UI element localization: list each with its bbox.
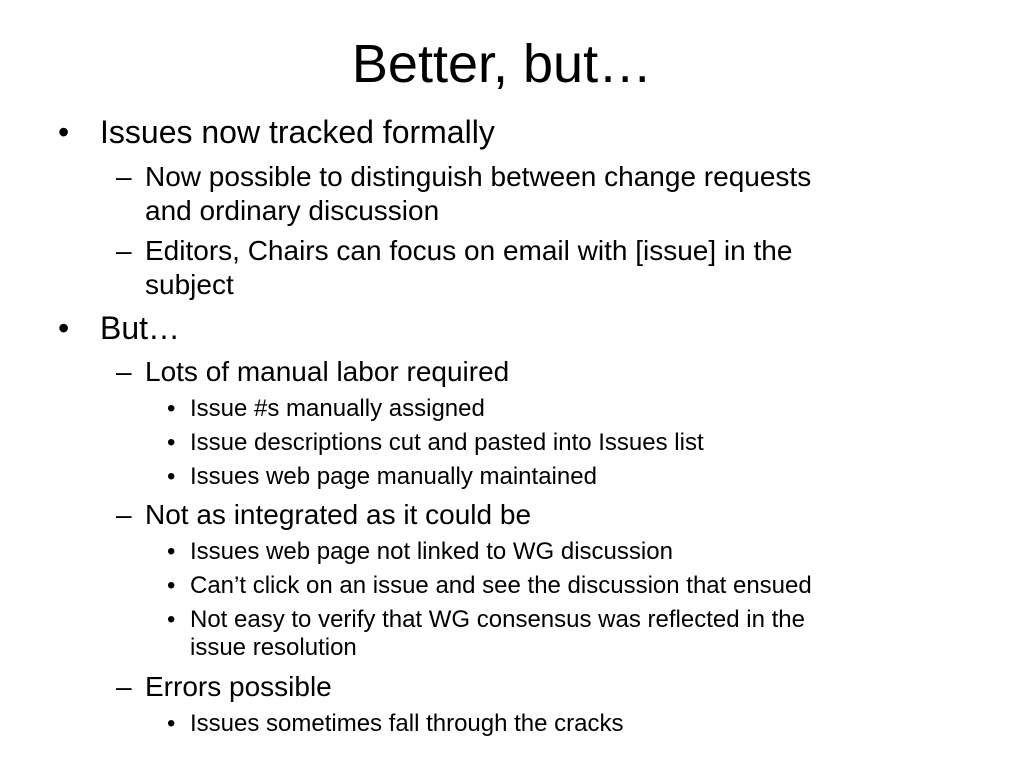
subsub-cant-click [167,572,812,600]
dash-marker: – [116,235,132,266]
dash-marker: – [116,161,132,192]
subbullet-text-line2: subject [145,269,234,300]
subbullet-text-line1: Editors, Chairs can focus on email with [issue] in the [145,235,793,266]
subbullet-manual-labor [116,355,509,389]
bullet-but [58,310,180,346]
bullet-marker: • [58,310,70,346]
bullet-marker: • [167,572,176,599]
subsub-web-page-maintained [167,463,597,491]
subbullet-errors-possible [116,670,332,704]
bullet-marker: • [167,463,176,490]
dash-marker: – [116,356,132,387]
subsub-text: Issue descriptions cut and pasted into Issues list [190,429,704,456]
subbullet-distinguish [116,160,811,228]
bullet-issues-tracked [58,114,495,150]
slide-title: Better, but… [351,34,653,94]
bullet-marker: • [167,710,176,737]
bullet-marker: • [167,395,176,422]
subsub-text-line1: Not easy to verify that WG consensus was reflected in the [190,606,805,633]
subsub-text-line2: issue resolution [190,634,357,661]
subsub-fall-through-cracks [167,710,624,738]
subsub-not-linked [167,538,673,566]
subsub-descriptions [167,429,704,457]
subsub-issue-numbers [167,395,485,423]
bullet-marker: • [167,538,176,565]
dash-marker: – [116,671,132,702]
subsub-text: Issue #s manually assigned [190,395,485,422]
subbullet-editors-chairs [116,234,792,302]
subbullet-not-integrated [116,498,531,532]
bullet-text: Issues now tracked formally [100,114,495,150]
subsub-text: Issues web page manually maintained [190,463,597,490]
subbullet-text: Errors possible [145,671,332,702]
subbullet-text: Lots of manual labor required [145,356,510,387]
subsub-verify-consensus [167,606,805,662]
bullet-marker: • [58,114,70,150]
subbullet-text-line2: and ordinary discussion [145,195,440,226]
bullet-marker: • [167,429,176,456]
subbullet-text: Not as integrated as it could be [145,499,532,530]
subsub-text: Issues sometimes fall through the cracks [190,710,624,737]
subsub-text: Issues web page not linked to WG discussion [190,538,673,565]
subbullet-text-line1: Now possible to distinguish between change requests [145,161,812,192]
bullet-text: But… [100,310,181,346]
subsub-text: Can’t click on an issue and see the discussion that ensued [190,572,812,599]
bullet-marker: • [167,606,176,633]
dash-marker: – [116,499,132,530]
